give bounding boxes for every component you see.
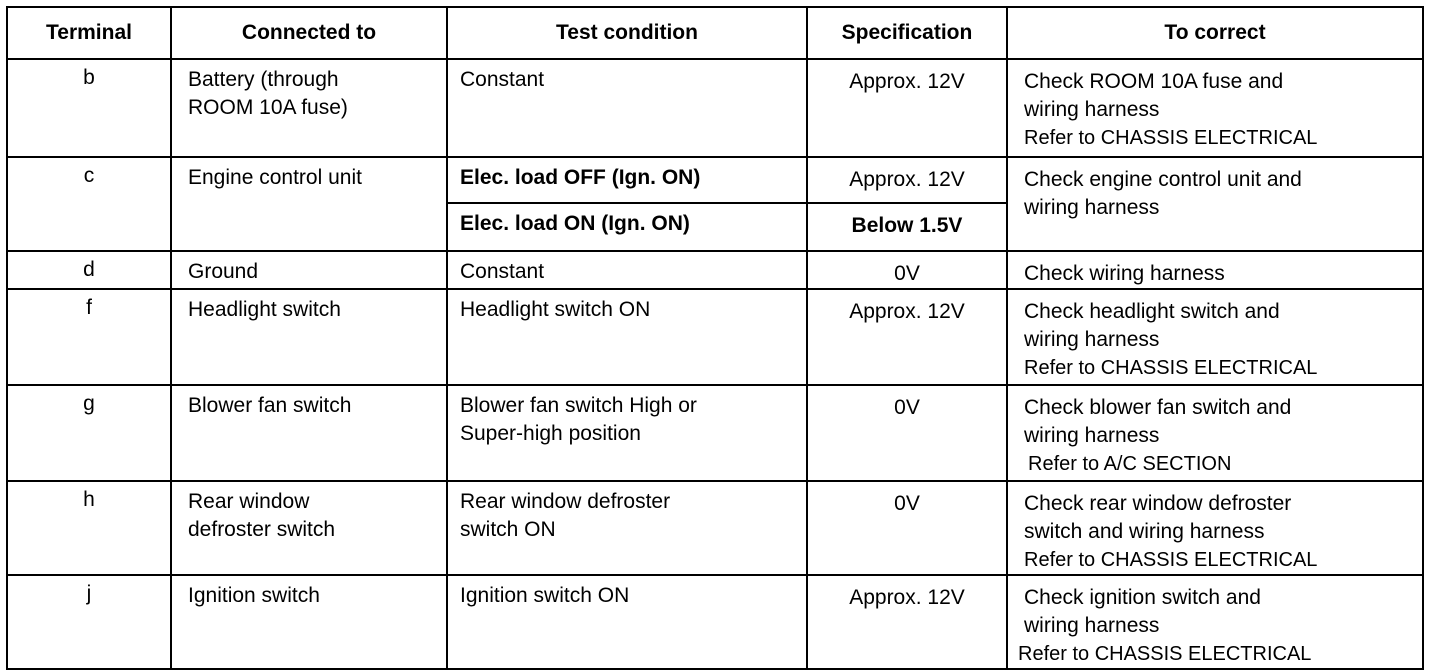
test-condition-line: Super-high position: [460, 422, 641, 445]
terminal-cell: h: [7, 481, 171, 575]
terminal-cell: d: [7, 251, 171, 289]
connected-to-cell: [171, 481, 447, 575]
terminal-cell: j: [7, 575, 171, 669]
to-correct-line: Check ROOM 10A fuse and: [1024, 70, 1284, 93]
header-test-condition: Test condition: [447, 7, 807, 59]
to-correct-line: wiring harness: [1024, 328, 1160, 351]
terminal-cell: b: [7, 59, 171, 157]
specification-cell: Approx. 12V: [807, 575, 1007, 669]
to-correct-cell: [1007, 251, 1423, 289]
test-condition-line: switch ON: [460, 518, 556, 541]
header-terminal: Terminal: [7, 7, 171, 59]
reference-note: Refer to CHASSIS ELECTRICAL: [1024, 127, 1318, 149]
connected-to-cell: [171, 59, 447, 157]
to-correct-line: Check headlight switch and: [1024, 300, 1280, 323]
header-row: [7, 7, 1423, 59]
connected-to-cell: [171, 385, 447, 481]
table-row-terminal-c: [7, 157, 1423, 203]
reference-note: Refer to A/C SECTION: [1028, 453, 1232, 475]
to-correct-line: Check engine control unit and: [1024, 168, 1302, 191]
connected-to-cell: [171, 575, 447, 669]
test-condition-line: Rear window defroster: [460, 490, 671, 513]
header-connected-to: Connected to: [171, 7, 447, 59]
terminal-cell: g: [7, 385, 171, 481]
specification-cell: 0V: [807, 251, 1007, 289]
specification-cell: 0V: [807, 481, 1007, 575]
reference-note: Refer to CHASSIS ELECTRICAL: [1018, 643, 1312, 665]
test-condition-cell: Elec. load ON (Ign. ON): [447, 203, 807, 251]
connected-to-line: Engine control unit: [188, 166, 362, 189]
to-correct-cell: [1007, 575, 1423, 669]
connected-to-cell: [171, 289, 447, 385]
test-condition-cell: Constant: [447, 251, 807, 289]
connected-to-line: ROOM 10A fuse): [188, 96, 348, 119]
table-row-terminal-d: [7, 251, 1423, 289]
to-correct-line: wiring harness: [1024, 196, 1160, 219]
connected-to-line: defroster switch: [188, 518, 336, 541]
to-correct-line: wiring harness: [1024, 614, 1160, 637]
test-condition-cell: Headlight switch ON: [447, 289, 807, 385]
to-correct-cell: [1007, 289, 1423, 385]
specification-cell: Below 1.5V: [807, 203, 1007, 251]
specification-cell: Approx. 12V: [807, 59, 1007, 157]
table-row-terminal-h: [7, 481, 1423, 575]
to-correct-line: switch and wiring harness: [1024, 520, 1265, 543]
terminal-cell: f: [7, 289, 171, 385]
table-row-terminal-f: [7, 289, 1423, 385]
to-correct-cell: [1007, 59, 1423, 157]
reference-note: Refer to CHASSIS ELECTRICAL: [1024, 549, 1318, 571]
to-correct-line: Check blower fan switch and: [1024, 396, 1292, 419]
to-correct-line: wiring harness: [1024, 424, 1160, 447]
to-correct-cell: [1007, 157, 1423, 251]
connected-to-cell: [171, 251, 447, 289]
terminal-spec-table: [6, 6, 1424, 670]
header-to-correct: To correct: [1007, 7, 1423, 59]
to-correct-cell: [1007, 481, 1423, 575]
connected-to-line: Headlight switch: [188, 298, 341, 321]
specification-cell: Approx. 12V: [807, 157, 1007, 203]
specification-cell: 0V: [807, 385, 1007, 481]
connected-to-line: Rear window: [188, 490, 310, 513]
table-row-terminal-b: [7, 59, 1423, 157]
to-correct-cell: [1007, 385, 1423, 481]
test-condition-line: Blower fan switch High or: [460, 394, 697, 417]
to-correct-line: wiring harness: [1024, 98, 1160, 121]
test-condition-cell: Constant: [447, 59, 807, 157]
table-row-terminal-g: [7, 385, 1423, 481]
table-row-terminal-j: [7, 575, 1423, 669]
test-condition-cell: Ignition switch ON: [447, 575, 807, 669]
connected-to-line: Battery (through: [188, 68, 339, 91]
test-condition-cell: [447, 481, 807, 575]
reference-note: Refer to CHASSIS ELECTRICAL: [1024, 357, 1318, 379]
connected-to-line: Ground: [188, 260, 259, 283]
to-correct-line: Check wiring harness: [1024, 262, 1225, 285]
specification-cell: Approx. 12V: [807, 289, 1007, 385]
test-condition-cell: [447, 385, 807, 481]
test-condition-cell: Elec. load OFF (Ign. ON): [447, 157, 807, 203]
connected-to-line: Ignition switch: [188, 584, 320, 607]
terminal-cell: c: [7, 157, 171, 251]
connected-to-cell: [171, 157, 447, 251]
header-specification: Specification: [807, 7, 1007, 59]
to-correct-line: Check ignition switch and: [1024, 586, 1261, 609]
to-correct-line: Check rear window defroster: [1024, 492, 1292, 515]
connected-to-line: Blower fan switch: [188, 394, 352, 417]
